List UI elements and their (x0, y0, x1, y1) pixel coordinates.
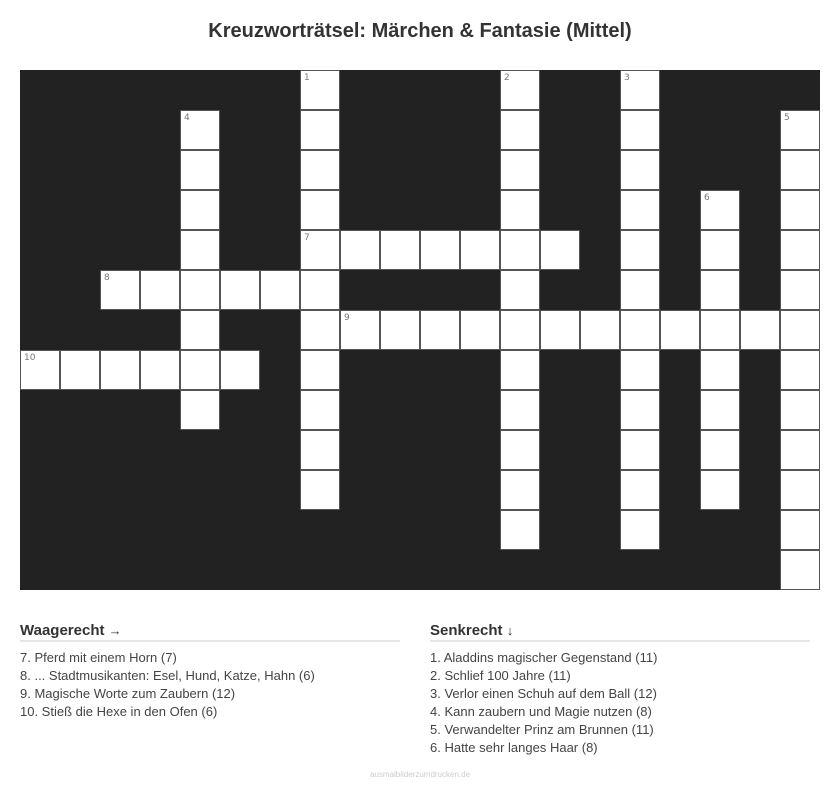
crossword-cell[interactable] (180, 230, 220, 270)
clue-across-10: 10. Stieß die Hexe in den Ofen (6) (20, 704, 218, 719)
crossword-cell[interactable] (620, 270, 660, 310)
crossword-cell[interactable] (700, 470, 740, 510)
down-heading-label: Senkrecht (430, 622, 503, 639)
clue-across-7: 7. Pferd mit einem Horn (7) (20, 650, 177, 665)
crossword-cell[interactable] (540, 310, 580, 350)
clue-number: 5 (784, 113, 790, 123)
crossword-cell[interactable] (700, 430, 740, 470)
crossword-cell[interactable] (300, 230, 340, 270)
crossword-cell[interactable] (180, 190, 220, 230)
clue-down-2: 2. Schlief 100 Jahre (11) (430, 668, 571, 683)
crossword-cell[interactable] (420, 230, 460, 270)
crossword-cell[interactable] (500, 230, 540, 270)
crossword-cell[interactable] (300, 110, 340, 150)
across-clues-section (20, 622, 400, 721)
clue-across-8: 8. ... Stadtmusikanten: Esel, Hund, Katze, Hahn (6) (20, 668, 315, 683)
crossword-cell[interactable] (500, 430, 540, 470)
across-clue-list (20, 649, 400, 721)
crossword-cell[interactable] (620, 430, 660, 470)
crossword-cell[interactable] (780, 470, 820, 510)
crossword-cell[interactable] (620, 150, 660, 190)
crossword-cell[interactable] (580, 310, 620, 350)
arrow-right-icon: → (108, 623, 122, 638)
clue-number: 7 (304, 233, 310, 243)
crossword-cell[interactable] (300, 350, 340, 390)
clue-number: 3 (624, 73, 630, 83)
crossword-cell[interactable] (780, 510, 820, 550)
clue-across-9: 9. Magische Worte zum Zaubern (12) (20, 686, 236, 701)
crossword-cell[interactable] (660, 310, 700, 350)
clue-number: 4 (184, 113, 190, 123)
down-clue-list (430, 649, 810, 757)
footer-watermark: ausmalbilderzumdrucken.de (369, 770, 471, 779)
crossword-cell[interactable] (620, 70, 660, 110)
crossword-cell[interactable] (300, 310, 340, 350)
crossword-cell[interactable] (180, 270, 220, 310)
crossword-cell[interactable] (340, 230, 380, 270)
crossword-cell[interactable] (300, 390, 340, 430)
crossword-cell[interactable] (780, 350, 820, 390)
clue-number: 8 (104, 273, 110, 283)
crossword-cell[interactable] (500, 470, 540, 510)
clue-down-3: 3. Verlor einen Schuh auf dem Ball (12) (430, 686, 657, 701)
crossword-cell[interactable] (300, 150, 340, 190)
crossword-cell[interactable] (620, 470, 660, 510)
crossword-cell[interactable] (100, 350, 140, 390)
crossword-cell[interactable] (300, 270, 340, 310)
clue-number: 9 (344, 313, 350, 323)
crossword-cell[interactable] (220, 270, 260, 310)
crossword-cell[interactable] (780, 390, 820, 430)
crossword-cell[interactable] (500, 310, 540, 350)
crossword-cell[interactable] (260, 270, 300, 310)
clue-number: 2 (504, 73, 510, 83)
crossword-cell[interactable] (620, 510, 660, 550)
crossword-cell[interactable] (180, 310, 220, 350)
crossword-cell[interactable] (140, 350, 180, 390)
clue-down-4: 4. Kann zaubern und Magie nutzen (8) (430, 704, 652, 719)
page-title: Kreuzworträtsel: Märchen & Fantasie (Mittel) (208, 20, 632, 42)
crossword-cell[interactable] (700, 270, 740, 310)
crossword-cell[interactable] (700, 190, 740, 230)
crossword-cell[interactable] (620, 390, 660, 430)
crossword-cell[interactable] (460, 310, 500, 350)
crossword-cell[interactable] (780, 230, 820, 270)
crossword-cell[interactable] (620, 110, 660, 150)
crossword-cell[interactable] (500, 350, 540, 390)
clue-down-6: 6. Hatte sehr langes Haar (8) (430, 740, 598, 755)
across-heading (20, 622, 400, 642)
crossword-cell[interactable] (780, 150, 820, 190)
crossword-cell[interactable] (780, 190, 820, 230)
crossword-cell[interactable] (340, 310, 380, 350)
crossword-cell[interactable] (780, 110, 820, 150)
crossword-cell[interactable] (780, 550, 820, 590)
clue-down-5: 5. Verwandelter Prinz am Brunnen (11) (430, 722, 654, 737)
crossword-cell[interactable] (740, 310, 780, 350)
crossword-cell[interactable] (620, 190, 660, 230)
clue-number: 10 (24, 353, 36, 363)
crossword-cell[interactable] (500, 390, 540, 430)
crossword-cell[interactable] (180, 110, 220, 150)
crossword-cell[interactable] (700, 230, 740, 270)
crossword-cell[interactable] (100, 270, 140, 310)
crossword-cell[interactable] (780, 310, 820, 350)
across-heading-label: Waagerecht (20, 622, 105, 639)
down-heading (430, 622, 810, 642)
crossword-grid (20, 70, 820, 590)
crossword-cell[interactable] (300, 190, 340, 230)
down-clues-section (430, 622, 810, 757)
arrow-down-icon: ↓ (506, 623, 514, 638)
crossword-cell[interactable] (500, 70, 540, 110)
crossword-cell[interactable] (500, 510, 540, 550)
crossword-cell[interactable] (300, 430, 340, 470)
crossword-cell[interactable] (500, 190, 540, 230)
crossword-cell[interactable] (300, 470, 340, 510)
crossword-cell[interactable] (380, 230, 420, 270)
crossword-cell[interactable] (620, 310, 660, 350)
clue-number: 6 (704, 193, 710, 203)
crossword-cell[interactable] (700, 310, 740, 350)
crossword-cell[interactable] (180, 390, 220, 430)
crossword-cell[interactable] (500, 150, 540, 190)
crossword-cell[interactable] (180, 350, 220, 390)
crossword-cell[interactable] (780, 430, 820, 470)
crossword-cell[interactable] (500, 110, 540, 150)
crossword-cell[interactable] (20, 350, 60, 390)
crossword-cell[interactable] (60, 350, 100, 390)
crossword-cell[interactable] (500, 270, 540, 310)
crossword-cell[interactable] (420, 310, 460, 350)
crossword-cell[interactable] (460, 230, 500, 270)
crossword-cell[interactable] (300, 70, 340, 110)
crossword-cell[interactable] (180, 150, 220, 190)
crossword-cell[interactable] (780, 270, 820, 310)
crossword-cell[interactable] (140, 270, 180, 310)
crossword-cell[interactable] (380, 310, 420, 350)
crossword-cell[interactable] (620, 350, 660, 390)
clue-number: 1 (304, 73, 310, 83)
crossword-cell[interactable] (700, 390, 740, 430)
crossword-cell[interactable] (220, 350, 260, 390)
clue-down-1: 1. Aladdins magischer Gegenstand (11) (430, 650, 658, 665)
crossword-cell[interactable] (620, 230, 660, 270)
crossword-cell[interactable] (700, 350, 740, 390)
crossword-cell[interactable] (540, 230, 580, 270)
